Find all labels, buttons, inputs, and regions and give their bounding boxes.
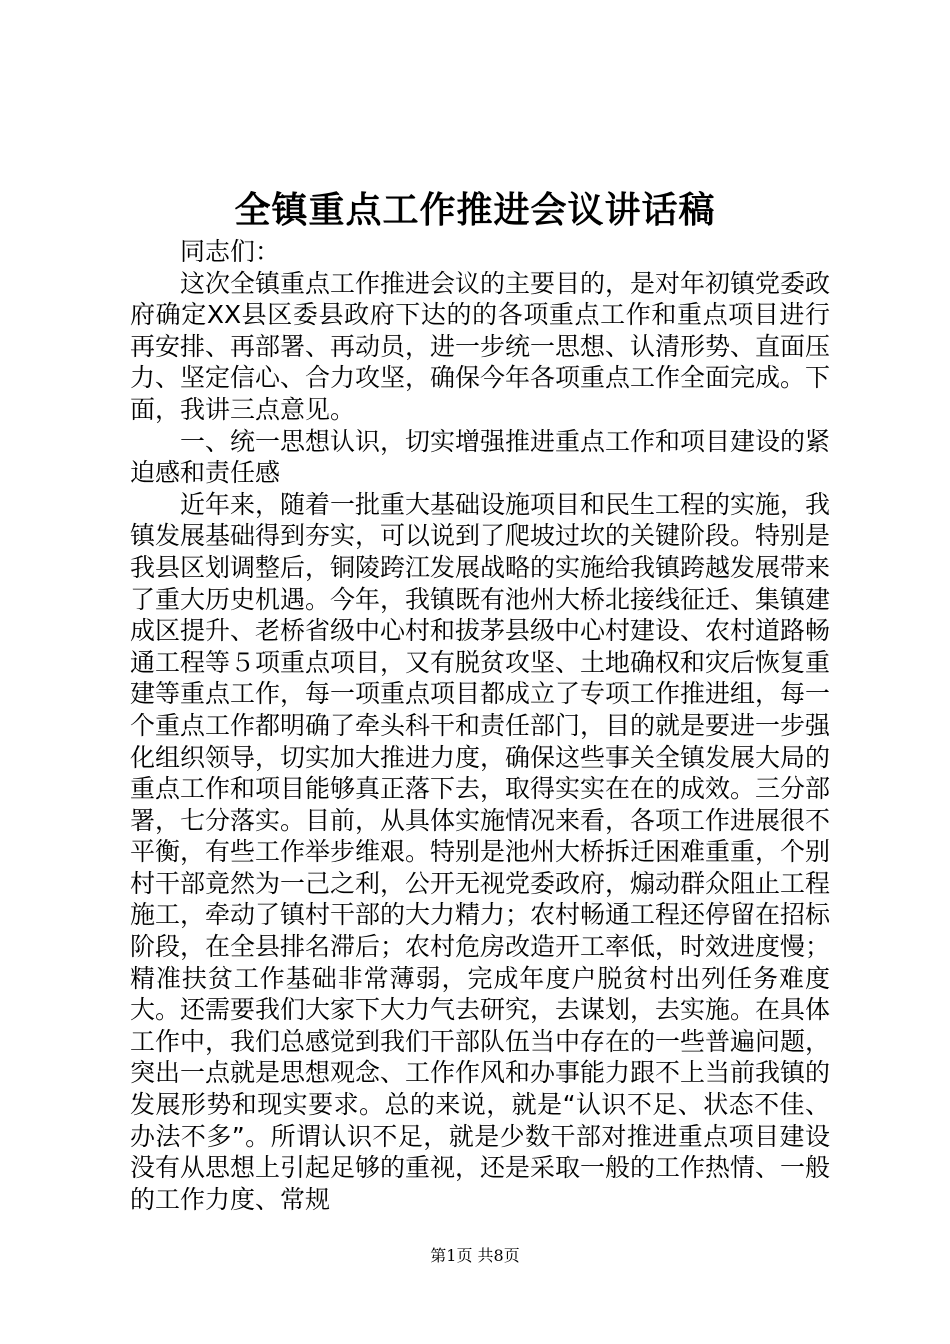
- document-title: 全镇重点工作推进会议讲话稿: [234, 189, 716, 231]
- paragraph-section-heading: 一、统一思想认识，切实增强推进重点工作和项目建设的紧迫感和责任感: [130, 426, 831, 488]
- document-body: [130, 236, 830, 1215]
- paragraph-intro: 这次全镇重点工作推进会议的主要目的，是对年初镇党委政府确定XX县区委县政府下达的的各项重点工作和重点项目进行再安排、再部署、再动员，进一步统一思想、认清形势、直面压力、坚定信心、合力攻坚，确保今年各项重点工作全面完成。下面，我讲三点意见。: [130, 268, 831, 424]
- paragraph-salutation: 同志们：: [180, 237, 281, 266]
- paragraph-body: 近年来，随着一批重大基础设施项目和民生工程的实施，我镇发展基础得到夯实，可以说到了爬坡过坎的关键阶段。特别是我县区划调整后，铜陵跨江发展战略的实施给我镇跨越发展带来了重大历史机遇。今年，我镇既有池州大桥北接线征迁、集镇建成区提升、老桥省级中心村和拔茅县级中心村建设、农村道路畅通工程等５项重点项目，又有脱贫攻坚、土地确权和灾后恢复重建等重点工作，每一项重点项目都成立了专项工作推进组，每一个重点工作都明确了牵头科干和责任部门，目的就是要进一步强化组织领导，切实加大推进力度，确保这些事关全镇发展大局的重点工作和项目能够真正落下去，取得实实在在的成效。三分部署，七分落实。目前，从具体实施情况来看，各项工作进展很不平衡，有些工作举步维艰。特别是池州大桥拆迁困难重重，个别村干部竟然为一己之利，公开无视党委政府，煽动群众阻止工程施工，牵动了镇村干部的大力精力；农村畅通工程还停留在招标阶段，在全县排名滞后；农村危房改造开工率低，时效进度慢；精准扶贫工作基础非常薄弱，完成年度户脱贫村出列任务难度大。还需要我们大家下大力气去研究，去谋划，去实施。在具体工作中，我们总感觉到我们干部队伍当中存在的一些普遍问题，突出一点就是思想观念、工作作风和办事能力跟不上当前我镇的发展形势和现实要求。总的来说，就是“认识不足、状态不佳、办法不多”。所谓认识不足，就是少数干部对推进重点项目建设没有从思想上引起足够的重视，还是采取一般的工作热情、一般的工作力度、常规: [130, 489, 831, 1214]
- page-footer: 第1页 共8页: [430, 1246, 520, 1265]
